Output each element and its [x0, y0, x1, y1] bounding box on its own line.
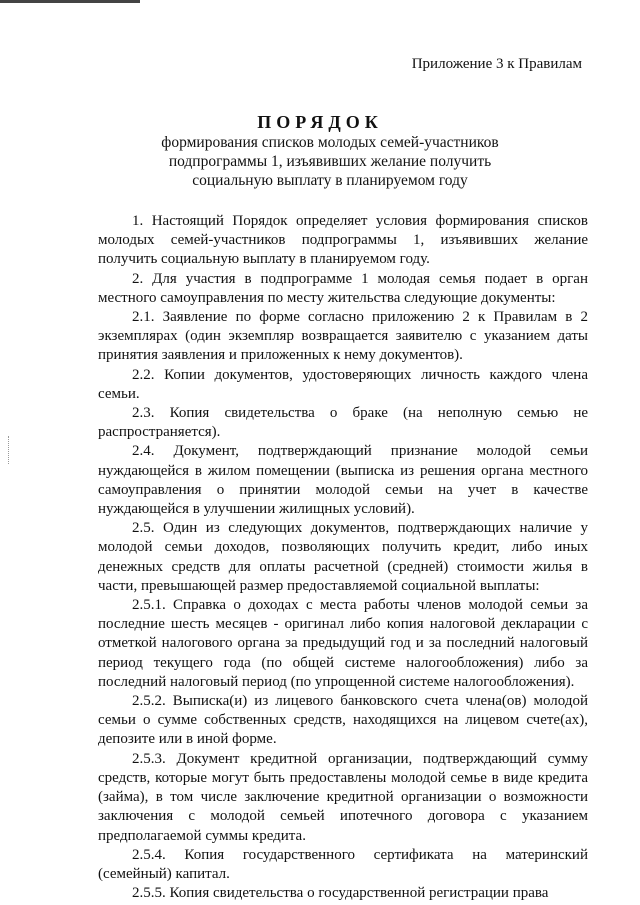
document-title: ПОРЯДОК: [257, 112, 383, 132]
top-edge-rule: [0, 0, 140, 3]
paragraph: 2.5.4. Копия государственного сертификата на материнский (семейный) капитал.: [98, 846, 588, 882]
paragraph: 2.5.5. Копия свидетельства о государственной регистрации права: [132, 885, 549, 902]
document-body: [98, 212, 588, 903]
paragraph: 1. Настоящий Порядок определяет условия формирования списков молодых семей-участников подпрограммы 1, изъявивших желание получить социальную выплату в планируемом году.: [98, 213, 588, 268]
paragraph: 2.5.2. Выписка(и) из лицевого банковского счета члена(ов) молодой семьи о сумме собственных средств, находящихся на лицевом счете(ах), депозите или в иной форме.: [98, 693, 588, 748]
document-subtitle: формирования списков молодых семей-участников подпрограммы 1, изъявивших желание получить социальную выплату в планируемом году: [161, 134, 499, 189]
paragraph: 2.5.1. Справка о доходах с места работы членов молодой семьи за последние шесть месяцев - оригинал либо копия налоговой декларации с отметкой налогового органа за предыдущий год и за последний налоговый период текущего года (по общей системе налогообложения) либо за последний налоговый период (по упрощенной системе налогообложения).: [98, 597, 588, 690]
paragraph: 2.4. Документ, подтверждающий признание молодой семьи нуждающейся в жилом помещении (выписка из решения органа местного самоуправления о принятии молодой семьи на учет в качестве нуждающейся в улучшении жилищных условий).: [98, 443, 588, 518]
margin-mark: [8, 436, 10, 464]
paragraph: 2.5.3. Документ кредитной организации, подтверждающий сумму средств, которые могут быть предоставлены молодой семье в виде кредита (займа), в том числе заключение кредитной организации о возможности заключения с молодой семьей ипотечного договора с указанием предполагаемой суммы кредита.: [98, 750, 588, 844]
paragraph: 2. Для участия в подпрограмме 1 молодая семья подает в орган местного самоуправления по месту жительства следующие документы:: [98, 270, 588, 306]
paragraph: 2.5. Один из следующих документов, подтверждающих наличие у молодой семьи доходов, позволяющих получить кредит, либо иных денежных средств для оплаты расчетной (средней) стоимости жилья в части, превышающей размер предоставляемой социальной выплаты:: [98, 520, 588, 594]
paragraph: 2.2. Копии документов, удостоверяющих личность каждого члена семьи.: [98, 366, 588, 402]
paragraph: 2.3. Копия свидетельства о браке (на неполную семью не распространяется).: [98, 405, 588, 441]
appendix-label: Приложение 3 к Правилам: [411, 56, 582, 72]
paragraph: 2.1. Заявление по форме согласно приложению 2 к Правилам в 2 экземплярах (один экземпляр возвращается заявителю с указанием даты принятия заявления и приложенных к нему документов).: [98, 309, 588, 364]
